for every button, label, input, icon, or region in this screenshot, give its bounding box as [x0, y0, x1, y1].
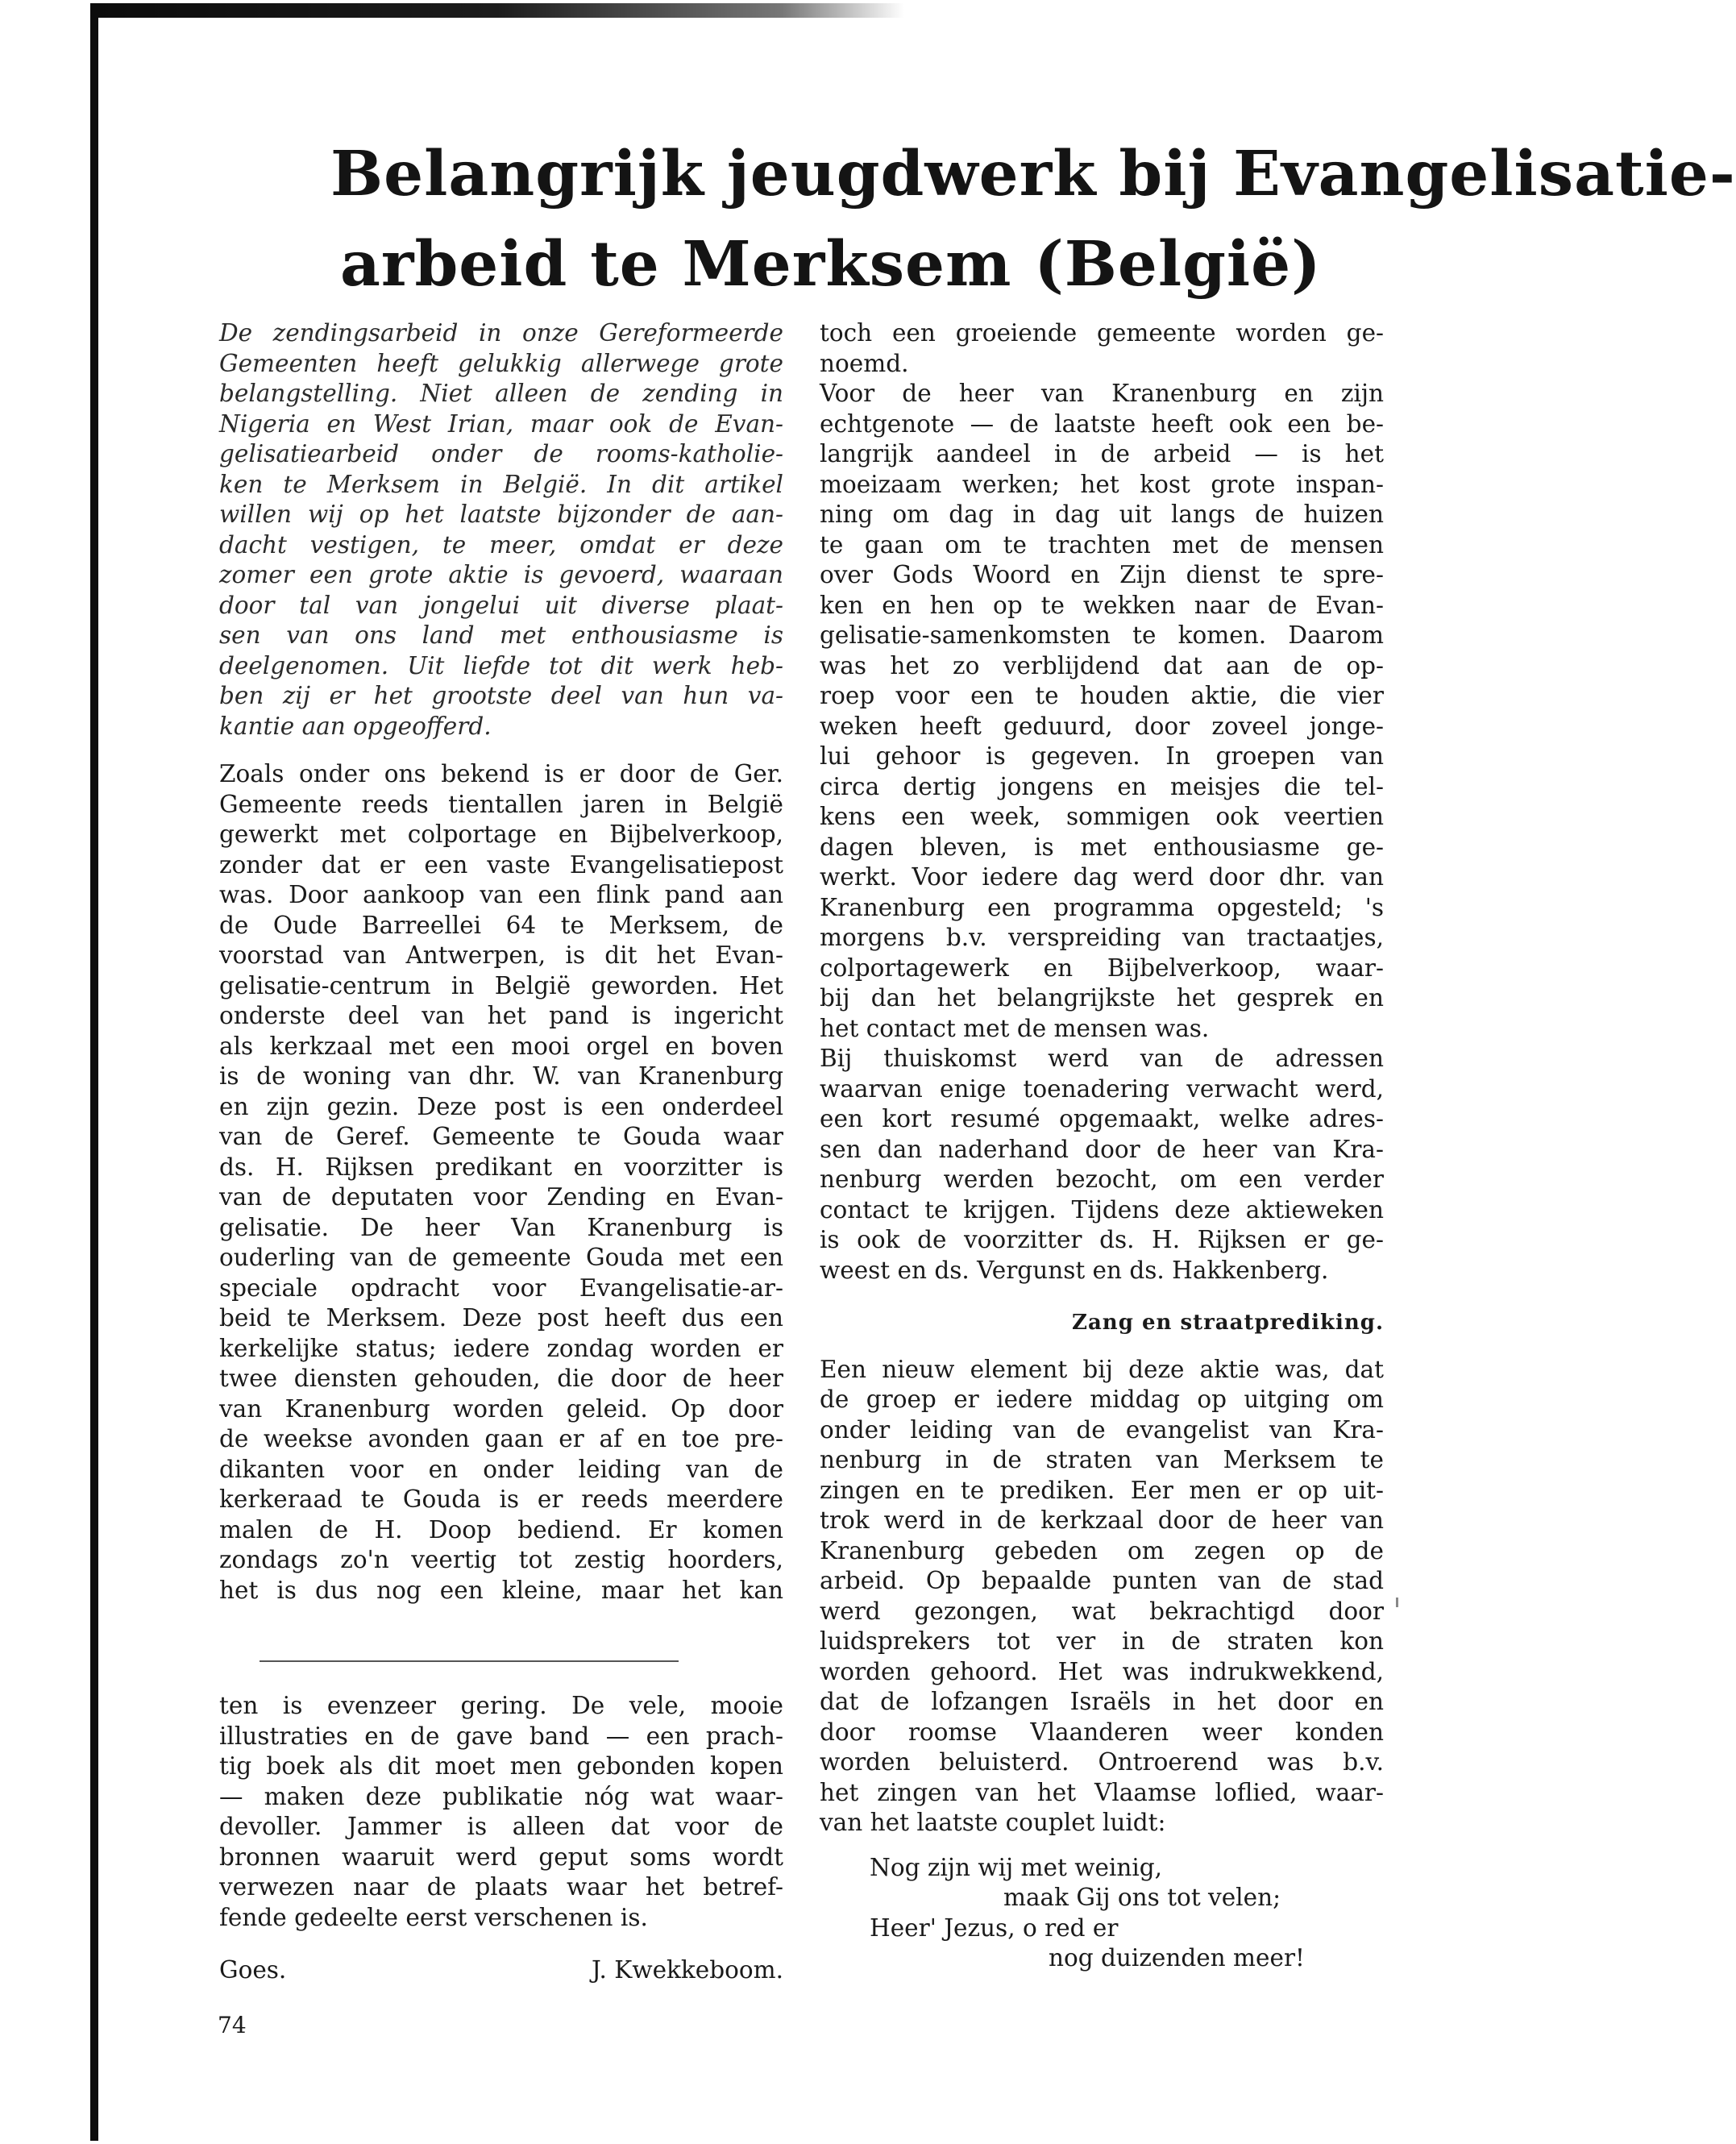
text-line: Voor de heer van Kranenburg en zijn: [820, 380, 1384, 407]
text-line: van de deputaten voor Zending en Evan-: [219, 1183, 783, 1211]
text-line: De zendingsarbeid in onze Gereformeerde: [219, 319, 783, 347]
text-line: als kerkzaal met een mooi orgel en boven: [219, 1032, 783, 1060]
text-line: worden gehoord. Het was indrukwekkend,: [820, 1657, 1384, 1685]
text-line: luidsprekers tot ver in de straten kon: [820, 1627, 1384, 1655]
right-column: [820, 318, 1384, 1974]
text-line: zingen en te prediken. Eer men er op uit-: [820, 1476, 1384, 1504]
scan-border-left: [90, 3, 98, 2141]
text-line: bronnen waaruit werd geput soms wordt: [219, 1843, 783, 1871]
text-line: Een nieuw element bij deze aktie was, dat: [820, 1355, 1384, 1383]
text-line: roep voor een te houden aktie, die vier: [820, 682, 1384, 709]
verse-line: maak Gij ons tot velen;: [1003, 1884, 1281, 1911]
text-line: van de Geref. Gemeente te Gouda waar: [219, 1123, 783, 1150]
text-line: door tal van jongelui uit diverse plaat-: [219, 591, 783, 619]
text-line: bij dan het belangrijkste het gesprek en: [820, 984, 1384, 1012]
text-line: van het laatste couplet luidt:: [820, 1809, 1166, 1836]
text-line: en zijn gezin. Deze post is een onderdeel: [219, 1092, 783, 1120]
text-line: malen de H. Doop bediend. Er komen: [219, 1515, 783, 1544]
text-line: was. Door aankoop van een flink pand aan: [219, 881, 783, 908]
text-line: werkt. Voor iedere dag werd door dhr. van: [820, 863, 1384, 891]
text-line: verwezen naar de plaats waar het betref-: [219, 1873, 783, 1901]
text-line: van Kranenburg worden geleid. Op door: [219, 1394, 783, 1423]
scan-speck: [1396, 1598, 1398, 1607]
text-line: de weekse avonden gaan er af en toe pre-: [219, 1425, 783, 1452]
text-line: lui gehoor is gegeven. In groepen van: [820, 742, 1384, 770]
text-line: ken te Merksem in België. In dit artikel: [219, 470, 783, 498]
text-line: over Gods Woord en Zijn dienst te spre-: [820, 561, 1384, 588]
text-line: beid te Merksem. Deze post heeft dus een: [219, 1304, 783, 1332]
text-line: fende gedeelte eerst verschenen is.: [219, 1903, 648, 1931]
text-line: het contact met de mensen was.: [820, 1014, 1210, 1042]
text-line: gelisatie-samenkomsten te komen. Daarom: [820, 621, 1384, 649]
text-line: Nigeria en West Irian, maar ook de Evan-: [219, 409, 783, 438]
text-line: colportagewerk en Bijbelverkoop, waar-: [820, 954, 1384, 982]
intro-paragraph: [219, 318, 783, 742]
verse: [820, 1853, 1384, 1974]
text-line: gelisatie. De heer Van Kranenburg is: [219, 1213, 783, 1241]
text-line: Kranenburg gebeden om zegen op de: [820, 1536, 1384, 1564]
text-line: waarvan enige toenadering verwacht werd,: [820, 1074, 1384, 1103]
text-line: onderste deel van het pand is ingericht: [219, 1002, 783, 1029]
text-line: zomer een grote aktie is gevoerd, waaraan: [219, 561, 783, 588]
text-line: ben zij er het grootste deel van hun va-: [219, 682, 783, 709]
text-line: ning om dag in dag uit langs de huizen: [820, 501, 1384, 528]
text-line: Gemeente reeds tientallen jaren in België: [219, 790, 783, 818]
text-line: te gaan om te trachten met de mensen: [820, 530, 1384, 559]
text-line: sen dan naderhand door de heer van Kra-: [820, 1135, 1384, 1163]
text-line: het zingen van het Vlaamse loflied, waar-: [820, 1778, 1384, 1806]
verse-line: nog duizenden meer!: [1049, 1944, 1305, 1972]
text-line: werd gezongen, wat bekrachtigd door: [820, 1597, 1384, 1625]
text-line: moeizaam werken; het kost grote inspan-: [820, 470, 1384, 498]
text-line: onder leiding van de evangelist van Kra-: [820, 1415, 1384, 1444]
text-line: speciale opdracht voor Evangelisatie-ar-: [219, 1274, 783, 1302]
text-line: illustraties en de gave band — een prach-: [219, 1722, 783, 1750]
text-line: ken en hen op te wekken naar de Evan-: [820, 591, 1384, 619]
text-line: worden beluisterd. Ontroerend was b.v.: [820, 1748, 1384, 1776]
text-line: gelisatiearbeid onder de rooms-katholie-: [219, 440, 783, 467]
text-line: toch een groeiende gemeente worden ge-: [820, 319, 1384, 347]
text-line: willen wij op het laatste bijzonder de aan-: [219, 501, 783, 528]
signoff-place: Goes.: [219, 1956, 287, 1984]
text-line: Gemeenten heeft gelukkig allerwege grote: [219, 349, 783, 377]
verse-line: Heer' Jezus, o red er: [870, 1913, 1119, 1942]
text-line: zonder dat er een vaste Evangelisatiepost: [219, 850, 783, 879]
signoff-author: J. Kwekkeboom.: [591, 1956, 783, 1984]
text-line: langrijk aandeel in de arbeid — is het: [820, 440, 1384, 467]
signoff: [219, 1955, 783, 1986]
article-title-line: Belangrijk jeugdwerk bij Evangelisatie-: [330, 138, 1736, 210]
article-title: [330, 129, 1736, 310]
text-line: kerkelijke status; iedere zondag worden er: [219, 1334, 783, 1362]
text-line: trok werd in de kerkzaal door de heer van: [820, 1506, 1384, 1534]
text-line: het is dus nog een kleine, maar het kan: [219, 1576, 783, 1604]
text-line: tig boek als dit moet men gebonden kopen: [219, 1752, 783, 1780]
text-line: kens een week, sommigen ook veertien: [820, 803, 1384, 830]
text-line: Bij thuiskomst werd van de adressen: [820, 1045, 1384, 1072]
text-line: contact te krijgen. Tijdens deze aktieweken: [820, 1195, 1384, 1224]
text-line: dagen bleven, is met enthousiasme ge-: [820, 833, 1384, 861]
text-line: ds. H. Rijksen predikant en voorzitter is: [219, 1153, 783, 1181]
text-line: Kranenburg een programma opgesteld; 's: [820, 893, 1384, 921]
text-line: was het zo verblijdend dat aan de op-: [820, 651, 1384, 679]
text-line: arbeid. Op bepaalde punten van de stad: [820, 1567, 1384, 1594]
text-line: een kort resumé opgemaakt, welke adres-: [820, 1105, 1384, 1132]
section-divider: [260, 1660, 679, 1662]
text-line: dacht vestigen, te meer, omdat er deze: [219, 530, 783, 559]
text-line: ouderling van de gemeente Gouda met een: [219, 1244, 783, 1271]
text-line: echtgenote — de laatste heeft ook een be-: [820, 409, 1384, 438]
text-line: gewerkt met colportage en Bijbelverkoop,: [219, 821, 783, 848]
text-line: deelgenomen. Uit liefde tot dit werk heb-: [219, 651, 783, 679]
text-line: nenburg in de straten van Merksem te: [820, 1446, 1384, 1473]
text-line: zondags zo'n veertig tot zestig hoorders,: [219, 1546, 783, 1573]
text-line: de Oude Barreellei 64 te Merksem, de: [219, 911, 783, 939]
body-paragraph: [219, 759, 783, 1606]
text-line: weest en ds. Vergunst en ds. Hakkenberg.: [820, 1256, 1329, 1284]
text-line: dat de lofzangen Israëls in het door en: [820, 1688, 1384, 1715]
text-line: kantie aan opgeofferd.: [219, 712, 492, 740]
text-line: belangstelling. Niet alleen de zending in: [219, 380, 783, 407]
text-line: ten is evenzeer gering. De vele, mooie: [219, 1692, 783, 1719]
text-line: — maken deze publikatie nóg wat waar-: [219, 1782, 783, 1810]
text-line: Zoals onder ons bekend is er door de Ger.: [219, 760, 783, 787]
text-line: door roomse Vlaanderen weer konden: [820, 1718, 1384, 1746]
scan-border-top: [90, 3, 904, 18]
text-line: de groep er iedere middag op uitging om: [820, 1386, 1384, 1413]
section-heading: Zang en straatprediking.: [1071, 1311, 1384, 1335]
article-title-line: arbeid te Merksem (België): [340, 228, 1322, 301]
text-line: is ook de voorzitter ds. H. Rijksen er ge-: [820, 1226, 1384, 1253]
text-line: kerkeraad te Gouda is er reeds meerdere: [219, 1485, 783, 1513]
text-line: voorstad van Antwerpen, is dit het Evan-: [219, 941, 783, 969]
text-line: morgens b.v. verspreiding van tractaatjes,: [820, 924, 1384, 951]
page-number: 74: [218, 2012, 247, 2038]
text-line: gelisatie-centrum in België geworden. Het: [219, 971, 783, 999]
verse-line: Nog zijn wij met weinig,: [870, 1853, 1163, 1881]
text-line: noemd.: [820, 349, 909, 377]
text-line: twee diensten gehouden, die door de heer: [219, 1365, 783, 1392]
review-continuation: [219, 1691, 783, 1986]
text-line: devoller. Jammer is alleen dat voor de: [219, 1813, 783, 1840]
text-line: weken heeft geduurd, door zoveel jonge-: [820, 712, 1384, 740]
text-line: dikanten voor en onder leiding van de: [219, 1455, 783, 1483]
left-column: [219, 318, 783, 1606]
text-line: circa dertig jongens en meisjes die tel-: [820, 772, 1384, 800]
text-line: is de woning van dhr. W. van Kranenburg: [219, 1062, 783, 1090]
text-line: nenburg werden bezocht, om een verder: [820, 1165, 1384, 1193]
text-line: sen van ons land met enthousiasme is: [219, 621, 783, 649]
